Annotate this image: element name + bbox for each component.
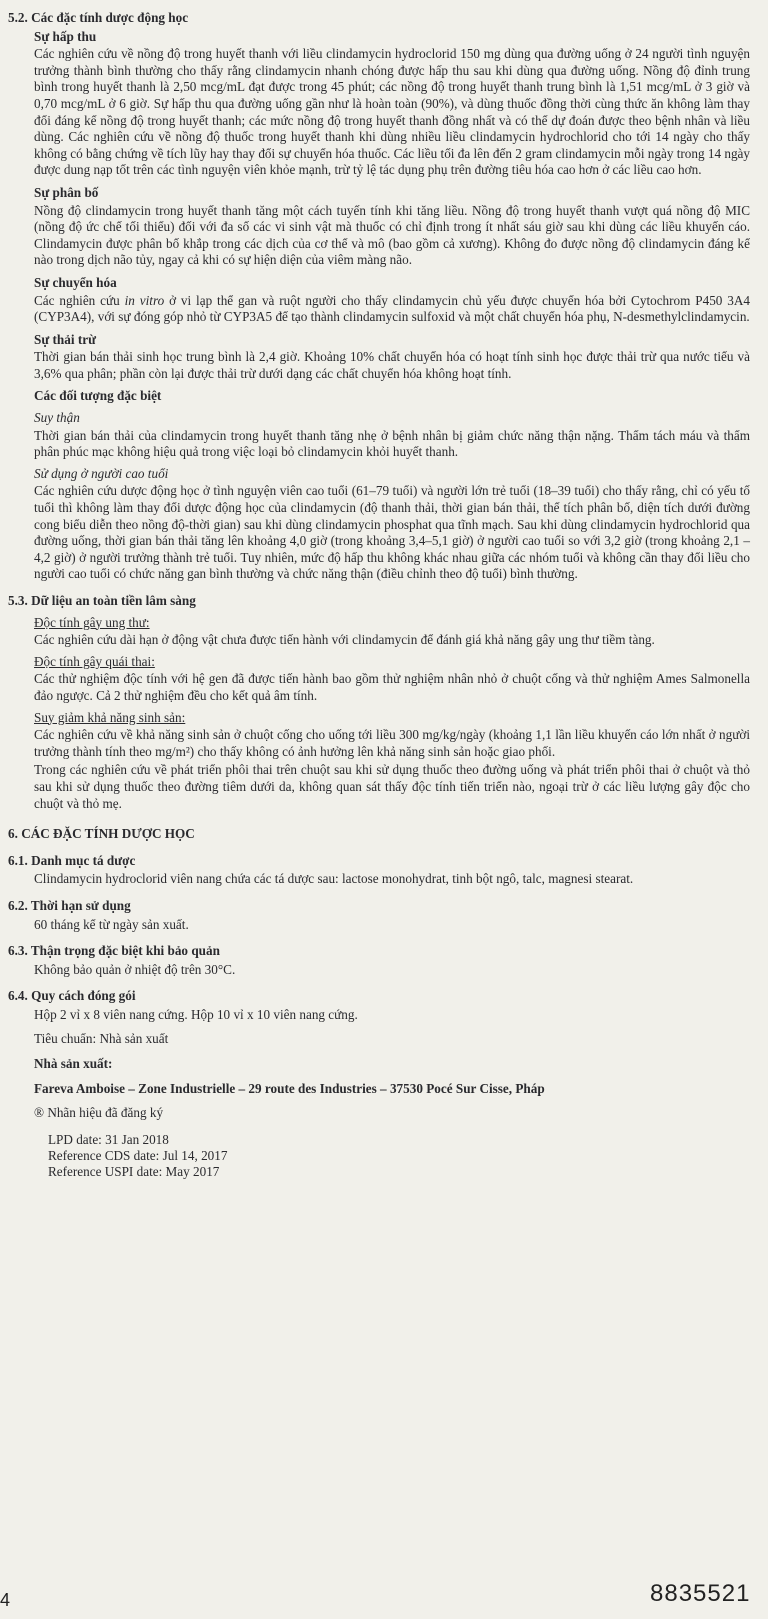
lpd-date: LPD date: 31 Jan 2018: [48, 1131, 169, 1147]
special-populations-heading: Các đối tượng đặc biệt: [34, 388, 162, 404]
storage-text: Không bảo quản ở nhiệt độ trên 30°C.: [34, 961, 236, 977]
metabolism-heading: Sự chuyển hóa: [34, 274, 117, 290]
section-6-title: 6. CÁC ĐẶC TÍNH DƯỢC HỌC: [8, 826, 195, 842]
section-5-3-title: 5.3. Dữ liệu an toàn tiền lâm sàng: [8, 593, 196, 608]
page-number: 4: [0, 1590, 11, 1610]
metabolism-text-italic: in vitro: [124, 292, 165, 308]
absorption-heading: Sự hấp thu: [34, 28, 97, 44]
shelf-life-text: 60 tháng kể từ ngày sản xuất.: [34, 916, 189, 932]
manufacturer-heading: Nhà sản xuất:: [34, 1056, 113, 1072]
elderly-text: Các nghiên cứu dược động học ở tình nguyện viên cao tuổi (61–79 tuổi) và người lớn trẻ tuổi (18–39 tuổi) cho thấy rằng, chỉ có yếu tố tuổi thì không làm thay đổi dược động học của clindamycin (độ thanh thải, thời gian bán thải, thể tích phân bố, diện tích dưới đường cong biểu diễn theo nồng độ-thời gian) sau khi dùng clindamycin phosphat qua tĩnh mạch. Sau khi dùng clindamycin hydrochlorid qua đường uống, thời gian bán thải tăng lên khoảng 4,0 giờ (trong khoảng 3,4–5,1 giờ) ở người cao tuổi so với 3,2 giờ (trong khoảng 2,1 – 4,2 giờ) ở người trưởng thành trẻ tuổi. Tuy nhiên, mức độ hấp thu không khác nhau giữa các nhóm tuổi và không cần thay đổi liều cho người cao tuổi có chức năng gan bình thường và chức năng thận (điều chỉnh theo độ tuổi) bình thường.: [34, 483, 750, 582]
fertility-text-2: Trong các nghiên cứu về phát triển phôi thai trên chuột sau khi sử dụng thuốc theo đường uống và phát triển phôi thai ở chuột và thỏ sau khi sử dụng thuốc theo đường tiêm dưới da, không quan sát thấy độc tính tiến triển nào, ngoại trừ ở các liều lượng gây độc cho chuột và thỏ mẹ.: [34, 762, 750, 811]
excipients-text: Clindamycin hydroclorid viên nang chứa các tá dược sau: lactose monohydrat, tinh bột ngô, talc, magnesi stearat.: [34, 871, 634, 887]
manufacturer-address: Fareva Amboise – Zone Industrielle – 29 route des Industries – 37530 Pocé Sur Cisse, Pháp: [34, 1080, 545, 1096]
metabolism-text-a: Các nghiên cứu: [34, 292, 125, 308]
elimination-text: Thời gian bán thải sinh học trung bình là 2,4 giờ. Khoảng 10% chất chuyển hóa có hoạt tính sinh học được thải trừ qua nước tiểu và 3,6% qua phân; phần còn lại được thải trừ dưới dạng các chất chuyển hóa không hoạt tính.: [34, 349, 750, 381]
section-6-1-title: 6.1. Danh mục tá dược: [8, 852, 136, 868]
cds-date: Reference CDS date: Jul 14, 2017: [48, 1147, 228, 1163]
elimination-heading: Sự thải trừ: [34, 331, 96, 347]
fertility-heading: Suy giảm khả năng sinh sản:: [34, 709, 186, 725]
absorption-text: Các nghiên cứu về nồng độ trong huyết thanh với liều clindamycin hydroclorid 150 mg dùng qua đường uống ở 24 người tình nguyện trưởng thành bình thường cho thấy rằng clindamycin nhanh chóng được hấp thu sau khi dùng qua đường uống. Nồng độ đỉnh trung bình trong huyết thanh là 2,50 mcg/mL đạt được trong 45 phút; các nồng độ trong huyết thanh trung bình là 1,51 mcg/mL ở 3 giờ và 0,70 mcg/mL ở 6 giờ. Sự hấp thu qua đường uống gần như là hoàn toàn (90%), và dùng thuốc đồng thời cùng thức ăn không làm thay đổi đáng kể nồng độ trong huyết thanh; các mức nồng độ trong huyết thanh đồng nhất và có thể dự đoán được theo bệnh nhân và liều dùng. Các nghiên cứu về nồng độ thuốc trong huyết thanh khi dùng nhiều liều clindamycin hydrochlorid cho tới 14 ngày cho thấy không có bằng chứng về tích lũy hay thay đổi sự chuyển hóa thuốc. Các liều tối đa lên đến 2 gram clindamycin mỗi ngày trong 14 ngày được dung nạp tốt trên các tình nguyện viên khỏe mạnh, trừ tỷ lệ tác dụng phụ trên đường tiêu hóa cao hơn ở các liều cao hơn.: [34, 46, 750, 178]
packaging-text: Hộp 2 vỉ x 8 viên nang cứng. Hộp 10 vỉ x 10 viên nang cứng.: [34, 1006, 358, 1022]
renal-text: Thời gian bán thải của clindamycin trong huyết thanh tăng nhẹ ở bệnh nhân bị giảm chức năng thận nặng. Thẩm tách máu và thẩm phân phúc mạc không hiệu quả trong việc loại bỏ clindamycin khỏi huyết thanh.: [34, 427, 750, 460]
section-6-2-title: 6.2. Thời hạn sử dụng: [8, 897, 131, 913]
carcinogenicity-text: Các nghiên cứu dài hạn ở động vật chưa được tiến hành với clindamycin để đánh giá khả năng gây ung thư tiềm tàng.: [34, 632, 655, 648]
metabolism-text: [34, 293, 750, 326]
section-6-3-title: 6.3. Thận trọng đặc biệt khi bảo quản: [8, 943, 220, 959]
elderly-heading: Sử dụng ở người cao tuổi: [34, 465, 169, 481]
standard-text: Tiêu chuẩn: Nhà sản xuất: [34, 1031, 169, 1047]
mutagenicity-text: Các thử nghiệm độc tính với hệ gen đã được tiến hành bao gồm thử nghiệm nhân nhỏ ở chuột cống và thử nghiệm Ames Salmonella đảo ngược. Cả 2 thử nghiệm đều cho kết quả âm tính.: [34, 671, 750, 703]
trademark-note: ® Nhãn hiệu đã đăng ký: [34, 1105, 164, 1121]
distribution-heading: Sự phân bố: [34, 184, 99, 200]
fertility-text-1: Các nghiên cứu về khả năng sinh sản ở chuột cống cho uống tới liều 300 mg/kg/ngày (khoảng 1,1 lần liều khuyến cáo lớn nhất ở người trưởng thành tính theo mg/m²) cho thấy không có ảnh hưởng lên khả năng sinh sản hoặc giao phối.: [34, 727, 750, 759]
document-code: 8835521: [650, 1580, 751, 1607]
distribution-text: Nồng độ clindamycin trong huyết thanh tăng một cách tuyến tính khi tăng liều. Nồng độ trong huyết thanh vượt quá nồng độ MIC (nồng độ ức chế tối thiểu) đối với đa số các vi sinh vật mà thuốc có chỉ định trong ít nhất sáu giờ sau khi dùng các liều khuyến cáo. Clindamycin được phân bố khắp trong các dịch của cơ thể và mô (bao gồm cả xương). Không đo được nồng độ clindamycin đáng kể nào trong dịch não tủy, ngay cả khi có sự hiện diện của viêm màng não.: [34, 202, 750, 268]
section-5-2-title: 5.2. Các đặc tính dược động học: [8, 10, 189, 25]
uspi-date: Reference USPI date: May 2017: [48, 1163, 220, 1179]
metabolism-text-b: ở vi lạp thể gan và ruột người cho thấy clindamycin chủ yếu được chuyển hóa bởi Cytochrom P450 3A4 (CYP3A4), với sự đóng góp nhỏ từ CYP3A5 để tạo thành clindamycin sulfoxid và một chất chuyển hóa phụ, N-desmethylclindamycin.: [34, 292, 750, 325]
carcinogenicity-heading: Độc tính gây ung thư:: [34, 614, 150, 630]
mutagenicity-heading: Độc tính gây quái thai:: [34, 653, 155, 669]
section-6-4-title: 6.4. Quy cách đóng gói: [8, 988, 136, 1004]
document-content: [8, 10, 750, 1180]
renal-heading: Suy thận: [34, 410, 80, 426]
